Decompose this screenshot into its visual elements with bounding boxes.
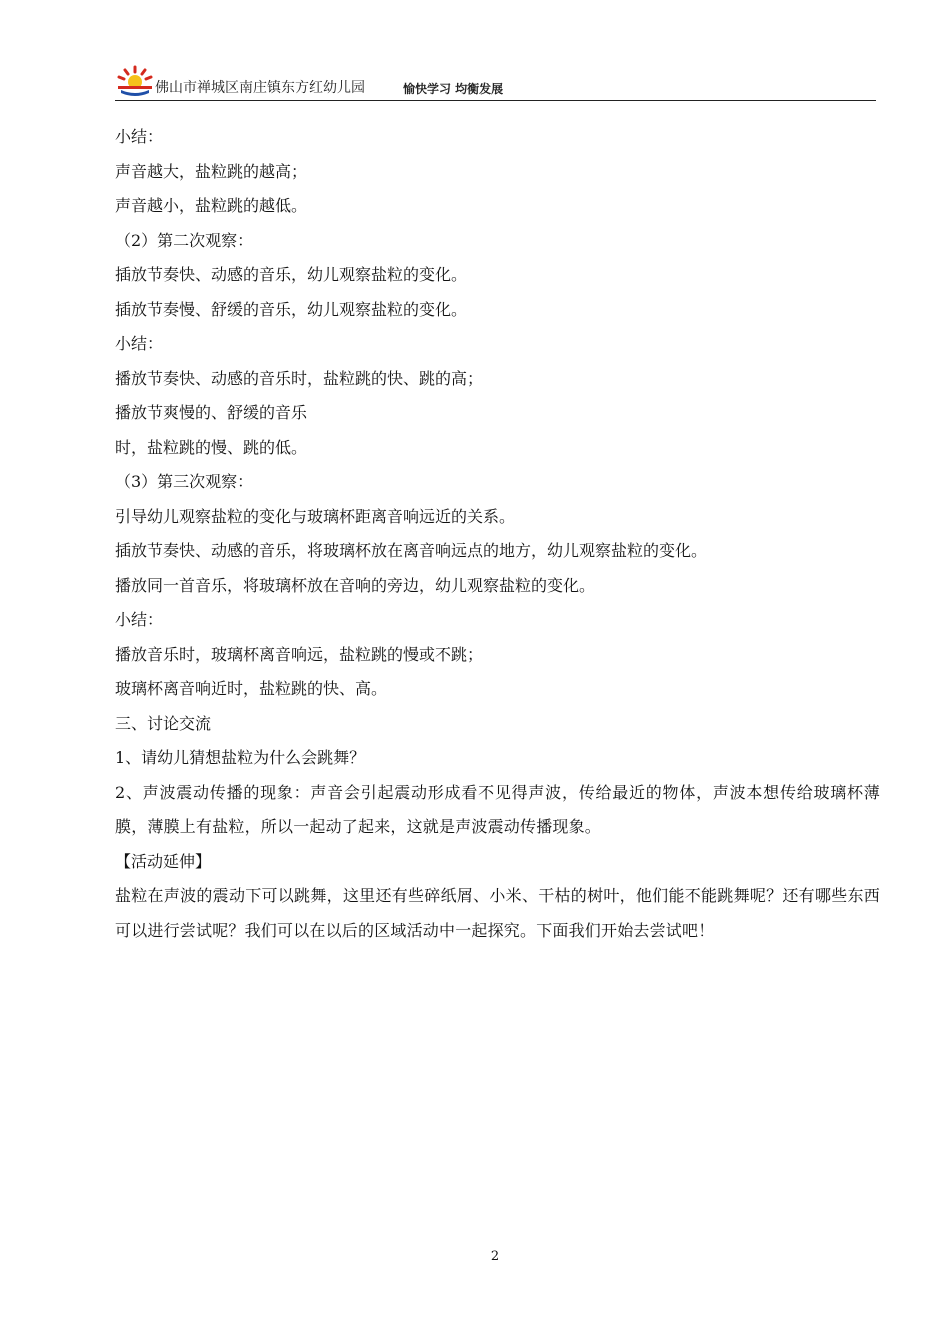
- text-line: 玻璃杯离音响近时，盐粒跳的快、高。: [115, 679, 388, 698]
- text-line: 引导幼儿观察盐粒的变化与玻璃杯距离音响远近的关系。: [115, 506, 516, 526]
- document-body: [115, 120, 880, 948]
- text-line: 插放节奏快、动感的音乐，将玻璃杯放在离音响远点的地方，幼儿观察盐粒的变化。: [115, 541, 708, 560]
- text-line: 小结：: [115, 127, 164, 146]
- school-motto: 愉快学习 均衡发展: [403, 82, 504, 96]
- text-line: 1、请幼儿猜想盐粒为什么会跳舞？: [115, 748, 366, 767]
- section-subheading: （2）第二次观察：: [115, 230, 254, 250]
- school-name: 佛山市禅城区南庄镇东方红幼儿园: [155, 80, 365, 96]
- text-line: 插放节奏慢、舒缓的音乐，幼儿观察盐粒的变化。: [115, 299, 468, 319]
- page-number: 2: [490, 1249, 500, 1264]
- text-line: 播放节奏快、动感的音乐时，盐粒跳的快、跳的高；: [115, 368, 484, 388]
- sun-logo-icon: [115, 64, 155, 98]
- section-subheading: （3）第三次观察：: [115, 472, 254, 491]
- section-heading: 三、讨论交流: [115, 713, 212, 733]
- text-line: 时，盐粒跳的慢、跳的低。: [115, 437, 308, 457]
- text-line: 声音越大，盐粒跳的越高；: [115, 161, 308, 181]
- text-line: 播放节爽慢的、舒缓的音乐: [115, 403, 308, 422]
- text-line: 播放音乐时，玻璃杯离音响远，盐粒跳的慢或不跳；: [115, 644, 484, 664]
- text-line: 播放同一首音乐，将玻璃杯放在音响的旁边，幼儿观察盐粒的变化。: [115, 575, 596, 595]
- paragraph-wave: 2、声波震动传播的现象：声音会引起震动形成看不见得声波，传给最近的物体，声波本想传给玻璃杯薄膜，薄膜上有盐粒，所以一起动了起来，这就是声波震动传播现象。: [115, 782, 880, 836]
- extension-heading: 【活动延伸】: [115, 851, 212, 871]
- page-header: [115, 64, 876, 101]
- text-line: 小结：: [115, 334, 164, 353]
- text-line: 插放节奏快、动感的音乐，幼儿观察盐粒的变化。: [115, 265, 468, 284]
- text-line: 声音越小，盐粒跳的越低。: [115, 196, 308, 215]
- paragraph-extension: 盐粒在声波的震动下可以跳舞，这里还有些碎纸屑、小米、干枯的树叶，他们能不能跳舞呢？还有哪些东西可以进行尝试呢？我们可以在以后的区域活动中一起探究。下面我们开始去尝试吧！: [115, 886, 880, 940]
- text-line: 小结：: [115, 610, 164, 629]
